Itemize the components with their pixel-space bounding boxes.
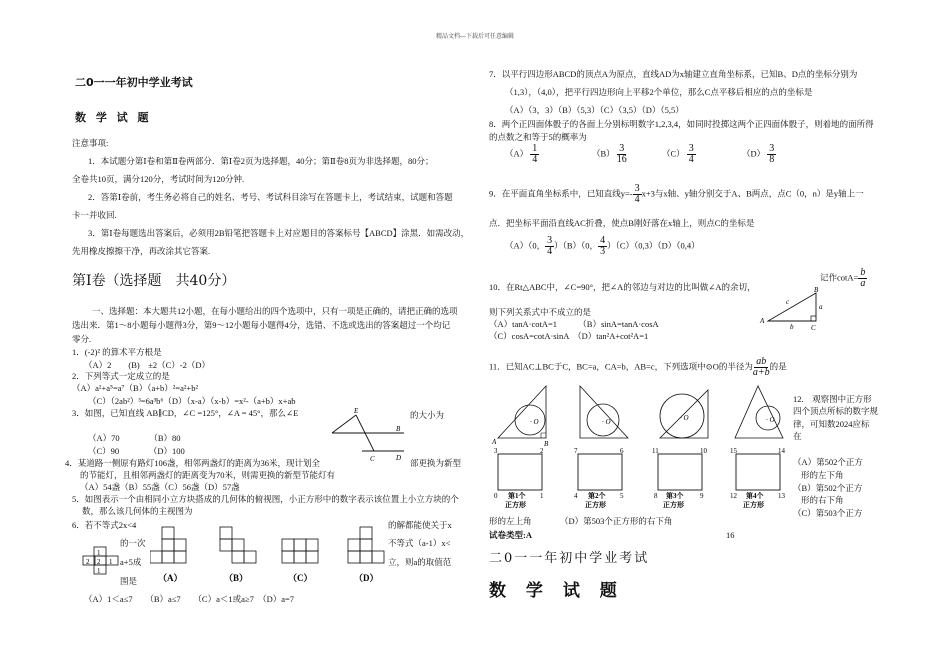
section-title: 第Ⅰ卷（选择题 共40分）: [72, 273, 236, 289]
sq-num: 15: [730, 447, 737, 455]
grid-digit: 1: [109, 558, 113, 566]
q1-options: （A）2 (B) ±2（C）-2（D）: [84, 360, 211, 370]
sq-num: 0: [494, 492, 498, 500]
q6-right-2: 不等式（a-1）x<: [388, 538, 451, 548]
grid-digit: 1: [97, 567, 101, 575]
q6-mid-1: 的一次: [120, 538, 146, 548]
page-number: 16: [726, 530, 735, 540]
svg-text:B: B: [814, 287, 819, 294]
sq-label: 第3个: [666, 492, 684, 500]
view-label-d: （D）: [354, 573, 379, 583]
q2-options-cd: （C）（2ab²）³=6a³b⁶（D）（x-a）（x-b）=x²-（a+b）x+ab: [88, 396, 296, 406]
note-1b: 全卷共10页，满分120分，考试时间为120分钟.: [72, 174, 245, 184]
q8-c-den: 4: [688, 154, 694, 165]
subject-title: 数 学 试 题: [75, 111, 152, 124]
svg-text:· O: · O: [530, 418, 539, 426]
q7-options: （A）（3，3）（B）（5,3）（C）（3,5）（D）（5,5）: [505, 105, 684, 115]
note-2b: 卡一并收回.: [72, 210, 117, 220]
sq-sub: 正方形: [743, 501, 764, 509]
sq-num: 3: [494, 447, 498, 455]
svg-text:E: E: [354, 407, 359, 415]
q9-line-1: 9．在平面直角坐标系中，已知直线y=- $\frac{3}{4}$ x+3与x轴、y轴分别交于A、B两点，点C（0，n）是y轴上一: [489, 183, 864, 205]
sq-num: 9: [700, 492, 704, 500]
q4-line-1: 4．某道路一侧原有路灯106盏，相邻两盏灯的距离为36米，现计划全: [65, 458, 321, 468]
q8-a-den: 4: [532, 154, 538, 165]
sq-num: 13: [778, 492, 785, 500]
q12-option-d: （D）第503个正方形的右下角: [560, 516, 673, 526]
q8-line-2: 的点数之和等于5的概率为: [489, 132, 587, 142]
sq-num: 4: [574, 492, 578, 500]
q8-a-num: 1: [532, 143, 538, 154]
q12-stem: 12. 观察图中正方形 四个顶点所标的数字规 律，可知数2024应标 在: [793, 394, 879, 441]
q5-top-view-grid: [82, 546, 120, 576]
q7-line-2: （1,3），（4,0），把平行四边形向上平移2个单位，那么C点平移后相应的点的坐标是: [505, 87, 813, 97]
q2-stem: 2．下列等式一定成立的是: [72, 371, 170, 381]
svg-text:B: B: [544, 440, 549, 448]
note-3a: 3．第Ⅰ卷每题选出答案后，必须用2B铅笔把答题卡上对应题目的答案标号【ABCD】涂黑．如需改动，: [88, 228, 470, 238]
q10-line-2: 则下列关系式中不成立的是: [489, 307, 592, 317]
svg-text:C: C: [370, 455, 375, 463]
q3-options-cd: （C）90 （D）100: [88, 446, 185, 456]
sq-num: 7: [574, 447, 578, 455]
notes-heading: 注意事项:: [72, 138, 109, 148]
sq-num: 11: [652, 447, 659, 455]
note-2a: 2．答第Ⅰ卷前，考生务必将自己的姓名、考号、考试科目涂写在答题卡上，考试结束，试题和答题: [88, 192, 453, 202]
q4-options: （A）54盏（B）55盏（C）56盏（D）57盏: [80, 482, 240, 492]
sq-num: 6: [620, 447, 624, 455]
square-3: [658, 454, 702, 490]
q8-option-c: （C） $\frac{3}{4}$: [662, 143, 694, 165]
q9-options: （A）（0， $\frac{3}{4}$ ）（B）（0， $\frac{4}{3}$ ）（C）（0,3）（D）（0,4）: [505, 235, 700, 257]
q1-stem: 1．(-2)² 的算术平方根是: [72, 347, 162, 357]
intro-line-2: 选出来．第1～8小题每小题得3分，第9～12小题每小题得4分，选错、不选或选出的答案超过一个均记: [72, 320, 451, 330]
subject-title-2: 数 学 试 题: [489, 581, 624, 601]
intro-line-3: 零分.: [72, 334, 92, 344]
note-1a: 1．本试题分第Ⅰ卷和第Ⅱ卷两部分．第Ⅰ卷2页为选择题，40分；第Ⅱ卷8页为非选择题，80分；: [88, 156, 434, 166]
q4-line-2: 的节能灯，且相邻两盏灯的距离变为70米，则需更换的新型节能灯有: [80, 470, 336, 480]
q3-stem: 3．如图，已知直线 AB∥CD，∠C =125°，∠A = 45°，那么∠E: [72, 408, 299, 418]
exam-title-2: 二0一一年初中学业考试: [489, 551, 650, 566]
sq-num: 8: [654, 492, 658, 500]
intro-line-1: 一、选择题：本大题共12小题，在每小题给出的四个选项中，只有一项是正确的，请把正确的选项: [92, 306, 458, 316]
q6-right-1: 的解都能使关于x: [388, 520, 452, 530]
svg-text:D: D: [396, 454, 402, 462]
q6-mid-3: 围是: [120, 576, 138, 586]
q10-cot-def: 记作cotA= $\frac{b}{a}$: [820, 267, 866, 289]
q11-stem: 11．已知AC⊥BC于C，BC=a，CA=b，AB=c，下列选项中⊙O的半径为 $\frac{ab}{a+b}$ 的是: [489, 356, 787, 378]
q5-line-1: 5．如图表示一个由相同小立方块搭成的几何体的俯视图，小正方形中的数字表示该位置上小立方块的个: [72, 494, 459, 504]
sq-label: 第1个: [508, 492, 526, 500]
q3-tail: 的大小为: [410, 410, 445, 420]
square-1: [498, 454, 542, 490]
svg-text:· O: · O: [766, 416, 775, 424]
q9-line-2: 点．把坐标平面沿直线AC折叠，使点B刚好落在x轴上，则点C的坐标是: [489, 218, 755, 228]
q10-line-1: 10．在Rt△ABC中，∠C=90°，把∠A的邻边与对边的比叫做∠A的余切，: [489, 282, 756, 292]
q5-line-2: 数，那么该几何体的主视图为: [82, 506, 193, 516]
sq-num: 10: [700, 447, 707, 455]
q8-option-b: （B） $\frac{3}{16}$: [592, 143, 627, 165]
q2-options-ab: （A）a²+a⁵=a⁷（B）（a+b）²=a²+b²: [72, 383, 199, 393]
q6-stem: 6．若不等式2x<4: [72, 520, 137, 530]
paper-type: 试卷类型:A: [489, 530, 532, 540]
q3-figure: [322, 405, 412, 463]
q8-b-num: 3: [619, 143, 625, 154]
sq-label: 第4个: [746, 492, 764, 500]
svg-text:C: C: [811, 324, 816, 331]
q7-line-1: 7．以平行四边形ABCD的顶点A为原点，直线AD为x轴建立直角坐标系，已知B、D点的坐标分别为: [489, 69, 858, 79]
q9-slope-den: 4: [634, 194, 640, 205]
sq-num: 5: [620, 492, 624, 500]
header-note: 精品文档---下载后可任意编辑: [436, 34, 514, 40]
grid-digit: 1: [97, 549, 101, 557]
q8-option-a: （A） $\frac{1}{4}$: [505, 143, 538, 165]
svg-text:· O: · O: [602, 418, 611, 426]
view-label-c: （C）: [288, 573, 313, 583]
q3-options-ab: （A）70 （B）80: [88, 433, 181, 443]
sq-label: 第2个: [588, 492, 606, 500]
exam-title: 二0一一年初中学业考试: [75, 76, 193, 89]
svg-text:A: A: [760, 317, 765, 325]
q8-option-d: （D） $\frac{3}{8}$: [742, 143, 775, 165]
q8-c-num: 3: [688, 143, 694, 154]
q10-triangle: [758, 287, 828, 331]
grid-digit: 2: [86, 558, 90, 566]
q12-option-c-tail: 形的左上角: [489, 516, 532, 526]
q4-tail: 部更换为新型: [410, 458, 462, 468]
q8-d-num: 3: [769, 143, 775, 154]
sq-num: 14: [778, 447, 785, 455]
svg-text:a: a: [819, 303, 823, 311]
svg-text:· O: · O: [680, 414, 689, 422]
view-label-a: （A）: [158, 573, 183, 583]
grid-digit: 2: [97, 558, 101, 566]
sq-sub: 正方形: [585, 501, 606, 509]
sq-sub: 正方形: [663, 501, 684, 509]
sq-sub: 正方形: [505, 501, 526, 509]
q8-b-den: 16: [616, 154, 627, 165]
svg-text:c: c: [786, 298, 790, 306]
q6-mid-2: a+5成: [120, 557, 142, 567]
q8-line-1: 8．两个正四面体骰子的各面上分别标明数字1,2,3,4，如同时投掷这两个正四面体骰子，则着地的面所得: [489, 119, 874, 129]
svg-text:A: A: [492, 438, 497, 446]
q6-right-3: 立，则a的取值范: [388, 557, 452, 567]
q10-options-cd: （C）cosA=cotA·sinA （D）tan²A+cot²A=1: [489, 331, 649, 341]
square-2: [578, 454, 622, 490]
sq-num: 12: [730, 492, 737, 500]
sq-num: 1: [540, 492, 544, 500]
q8-d-den: 8: [769, 154, 775, 165]
q5-front-views: [150, 526, 385, 588]
q9-slope-num: 3: [634, 183, 640, 194]
q12-options: （A）第502个正方 形的左下角 （B）第502个正方 形的右下角 （C）第503个正方: [793, 457, 863, 518]
q6-options: （A）1＜a≤7 （B）a≤7 （C）a＜1或a≥7 （D）a=7: [84, 594, 295, 604]
q11-figures: [490, 380, 790, 450]
svg-text:b: b: [790, 323, 794, 331]
q10-options-ab: （A）tanA·cotA=1 （B）sinA=tanA·cosA: [489, 319, 659, 329]
q12-squares: [490, 446, 790, 516]
svg-text:B: B: [396, 425, 401, 433]
note-3b: 先用橡皮擦擦干净，再改涂其它答案.: [72, 246, 211, 256]
sq-num: 2: [540, 447, 544, 455]
square-4: [736, 454, 780, 490]
view-label-b: （B）: [224, 573, 249, 583]
